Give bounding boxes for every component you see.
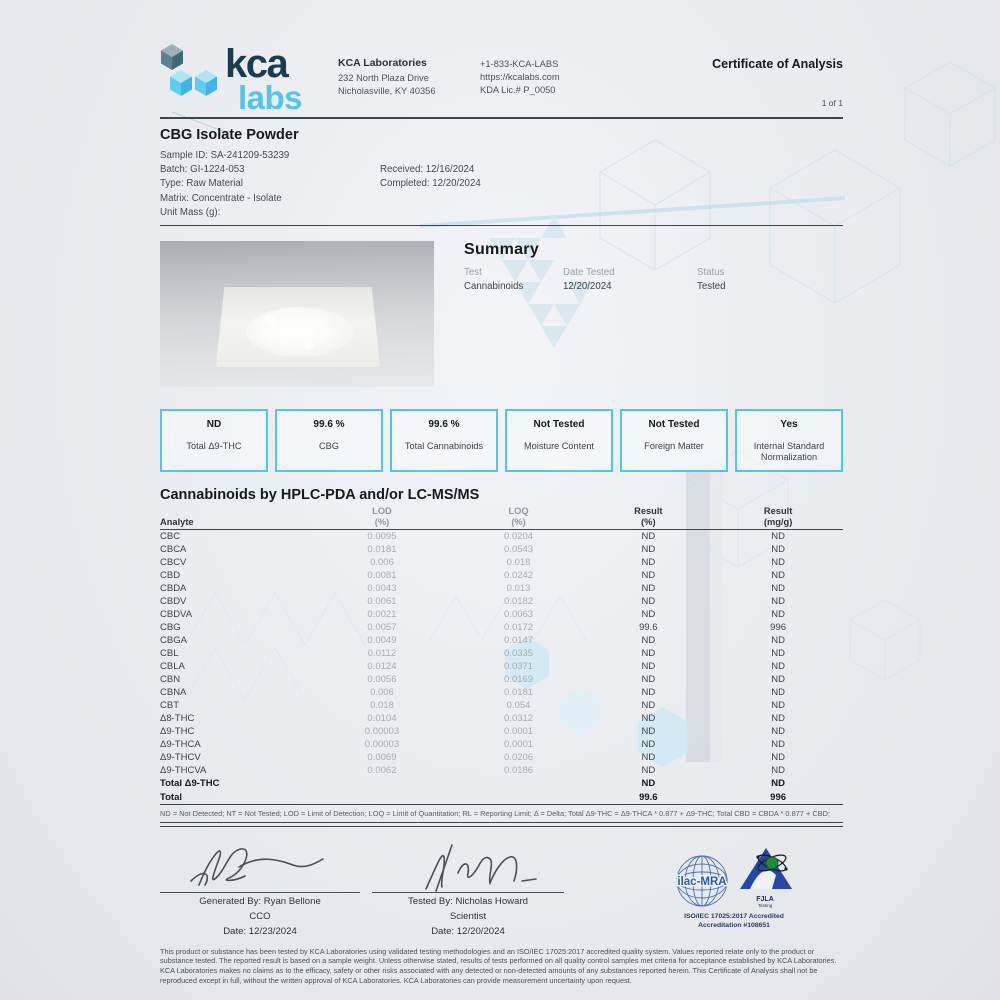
analyte-row — [160, 530, 843, 544]
cell-result-mgg: ND — [771, 531, 785, 543]
cell-result-mgg: ND — [771, 765, 785, 777]
cell-result-pct: ND — [641, 557, 656, 569]
cell-analyte: Δ9-THCA — [160, 739, 201, 751]
cell-result-mgg: 996 — [770, 791, 787, 803]
cell-result-mgg: 996 — [770, 622, 787, 634]
cell-analyte: CBL — [160, 648, 179, 660]
tested-by-name: Tested By: Nicholas Howard — [408, 895, 528, 907]
accreditation-logos — [654, 843, 814, 909]
document-title: Certificate of Analysis — [712, 57, 843, 71]
col-header-line: LOQ — [508, 506, 529, 517]
cell-analyte: CBCA — [160, 544, 187, 556]
result-cards — [160, 409, 843, 472]
cell-result-mgg: ND — [771, 648, 785, 660]
fjla-logo-icon — [736, 843, 794, 891]
header-right — [712, 57, 843, 108]
tested-by-date: Date: 12/20/2024 — [431, 925, 505, 937]
summary-col-status — [697, 266, 726, 293]
cell-loq: 0.0204 — [504, 531, 534, 543]
cell-analyte: CBLA — [160, 661, 185, 673]
col-header-loq — [454, 506, 584, 530]
cell-analyte: Δ9-THC — [160, 726, 195, 738]
cell-result-pct: ND — [641, 765, 656, 777]
certificate-page — [160, 44, 843, 985]
cell-loq: 0.0371 — [504, 661, 534, 673]
media-row — [160, 241, 843, 387]
cell-lod: 0.006 — [370, 557, 394, 569]
col-header-line: Result — [634, 506, 663, 517]
analyte-row — [160, 699, 843, 712]
lab-address-line1: 232 North Plaza Drive — [338, 73, 429, 83]
cell-lod: 0.0021 — [367, 609, 397, 621]
result-card-label: CBG — [319, 441, 339, 452]
cell-loq — [454, 791, 584, 805]
cell-lod: 0.0081 — [367, 570, 397, 582]
cell-loq: 0.0312 — [504, 713, 534, 725]
cell-loq: 0.0169 — [504, 674, 534, 686]
analyte-table — [160, 506, 843, 804]
cell-result-pct: ND — [641, 726, 656, 738]
sample-fields-right — [380, 163, 481, 191]
col-header-line: (%) — [374, 516, 390, 527]
cell-result-mgg: ND — [771, 713, 785, 725]
lab-phone: +1-833-KCA-LABS — [480, 59, 559, 69]
result-card — [390, 409, 498, 472]
col-header-line: LOD — [372, 506, 392, 517]
cell-loq: 0.0335 — [504, 648, 534, 660]
lab-license: KDA Lic.# P_0050 — [480, 85, 556, 95]
result-card — [735, 409, 843, 472]
generated-by-date: Date: 12/23/2024 — [223, 925, 297, 937]
cell-loq — [454, 777, 584, 791]
analyte-row — [160, 543, 843, 556]
cell-result-pct: ND — [641, 739, 656, 751]
cell-result-mgg: ND — [771, 609, 785, 621]
cell-loq: 0.0147 — [504, 635, 534, 647]
analyte-row — [160, 647, 843, 660]
cell-result-mgg: ND — [771, 596, 785, 608]
brand-kca: kca — [225, 42, 288, 86]
cell-lod: 0.0062 — [367, 765, 397, 777]
header — [160, 44, 843, 114]
summary-label: Status — [697, 267, 725, 279]
cell-loq: 0.0182 — [504, 596, 534, 608]
total-row — [160, 777, 843, 791]
cell-loq: 0.0172 — [504, 622, 534, 634]
logo-wordmark — [225, 44, 302, 114]
result-card-value: 99.6 % — [428, 419, 460, 431]
accreditation-number: Accreditation #108651 — [698, 921, 770, 929]
lab-contact-block — [480, 57, 560, 98]
cell-loq: 0.0186 — [504, 765, 534, 777]
accreditation-standard: ISO/IEC 17025:2017 Accredited — [684, 912, 784, 920]
result-card-label: Foreign Matter — [644, 441, 704, 452]
sample-field: Type: Raw Material — [160, 178, 243, 190]
disclaimer-text: This product or substance has been tested by KCA Laboratories using validated testing methodologies and an ISO/IEC 17025:2017 accredited quality system. Values reported relate only to the product or substance tested. The reported result is based on a sample weight. Unless otherwise stated, results of tests performed on all quality control samples met criteria for acceptance established by KCA Laboratories. KCA Laboratories makes no claims as to the efficacy, safety or other risks associated with any detected or non-detected amounts of any substances reported herein. This Certificate of Analysis shall not be reproduced except in full, without the written approval of KCA Laboratories. KCA Laboratories can provide measurement uncertainty upon request. — [160, 946, 837, 985]
cell-analyte: CBGA — [160, 635, 187, 647]
lab-website-link[interactable]: https://kcalabs.com — [480, 72, 560, 82]
summary-panel — [464, 241, 726, 387]
sample-field: Completed: 12/20/2024 — [380, 178, 481, 190]
col-header-line: (%) — [511, 516, 526, 527]
header-divider — [160, 117, 843, 119]
cell-result-pct: 99.6 — [639, 791, 658, 803]
cell-result-pct: ND — [641, 596, 656, 608]
logo-cubes-icon — [160, 44, 220, 106]
analyte-row — [160, 556, 843, 569]
analyte-row — [160, 738, 843, 751]
summary-label: Test — [464, 267, 482, 279]
signature-scribble-icon — [165, 837, 355, 895]
summary-columns — [464, 266, 726, 293]
cell-analyte: CBDVA — [160, 609, 193, 621]
cell-result-mgg: ND — [771, 635, 785, 647]
result-card-value: Not Tested — [533, 419, 585, 431]
summary-col-test — [464, 266, 563, 293]
lab-name: KCA Laboratories — [338, 57, 427, 69]
result-card-value: 99.6 % — [313, 419, 345, 431]
cell-lod — [310, 777, 453, 791]
cell-loq: 0.018 — [506, 557, 531, 569]
sample-info — [160, 149, 843, 220]
result-card-value: Not Tested — [648, 419, 700, 431]
signature-tested-by — [372, 837, 564, 938]
cell-result-pct: ND — [641, 531, 656, 543]
col-header-lod — [310, 506, 453, 530]
result-card — [275, 409, 383, 472]
accreditation-lines — [654, 912, 814, 930]
cell-analyte: Total — [160, 791, 182, 803]
col-header-analyte: Analyte — [160, 517, 194, 528]
cell-analyte: CBDV — [160, 596, 187, 608]
cell-lod: 0.00003 — [364, 726, 400, 738]
result-card-label: Total Δ9-THC — [186, 441, 242, 452]
total-row — [160, 791, 843, 805]
cell-result-mgg: ND — [771, 739, 785, 751]
summary-col-date — [563, 266, 697, 293]
kca-labs-logo — [160, 44, 332, 114]
lab-info — [338, 57, 560, 98]
analyte-row — [160, 660, 843, 673]
analyte-row — [160, 725, 843, 738]
product-title: CBG Isolate Powder — [160, 127, 299, 143]
cell-result-mgg: ND — [771, 726, 785, 738]
lab-address-block — [338, 57, 466, 98]
cell-lod: 0.0124 — [367, 661, 397, 673]
cell-lod: 0.0104 — [367, 713, 397, 725]
signature-scribble-icon — [376, 837, 561, 895]
analyte-row — [160, 764, 843, 777]
cell-lod: 0.0043 — [367, 583, 397, 595]
result-card-value: ND — [206, 419, 222, 431]
cell-result-pct: ND — [641, 713, 656, 725]
analyte-row — [160, 751, 843, 764]
cell-analyte: CBDA — [160, 583, 187, 595]
cell-loq: 0.0543 — [504, 544, 534, 556]
summary-label: Date Tested — [563, 267, 615, 279]
accreditation-block — [654, 837, 814, 930]
isolate-powder — [246, 307, 354, 357]
cell-result-mgg: ND — [771, 570, 785, 582]
summary-value: Tested — [697, 281, 726, 293]
cell-lod: 0.0057 — [367, 622, 397, 634]
result-card — [160, 409, 268, 472]
analyte-row — [160, 686, 843, 699]
cell-result-mgg: ND — [771, 752, 785, 764]
sample-fields-left — [160, 149, 843, 220]
result-card-value: Yes — [780, 419, 798, 431]
generated-by-name: Generated By: Ryan Bellone — [199, 895, 321, 907]
cell-loq: 0.0242 — [504, 570, 534, 582]
col-header-line: Result — [763, 506, 793, 517]
lab-address-line2: Nicholasville, KY 40356 — [338, 86, 436, 96]
result-card-label: Total Cannabinoids — [404, 441, 484, 452]
cell-analyte: CBC — [160, 531, 181, 543]
cell-result-pct: ND — [641, 700, 656, 712]
brand-labs: labs — [238, 79, 303, 116]
cell-result-mgg: ND — [771, 700, 785, 712]
cell-result-pct: ND — [641, 609, 656, 621]
ilac-mra-logo-icon — [674, 853, 730, 909]
sample-photo — [160, 241, 434, 387]
cell-result-pct: ND — [641, 648, 656, 660]
signature-line — [372, 892, 564, 893]
col-header-result-mgg — [713, 506, 843, 530]
col-header-line: (%) — [641, 516, 656, 527]
generated-by-role: CCO — [249, 910, 271, 922]
cell-lod: 0.0049 — [367, 635, 397, 647]
cell-result-mgg: ND — [771, 687, 785, 699]
sample-field: Sample ID: SA-241209-53239 — [160, 150, 290, 161]
summary-value: 12/20/2024 — [563, 281, 612, 293]
table-section-title: Cannabinoids by HPLC-PDA and/or LC-MS/MS — [160, 487, 480, 504]
cell-lod: 0.0056 — [367, 674, 397, 686]
analyte-row — [160, 608, 843, 621]
cell-result-pct: ND — [641, 583, 656, 595]
cell-loq: 0.013 — [506, 583, 531, 595]
cell-result-mgg: ND — [771, 778, 785, 790]
cell-result-pct: ND — [641, 778, 656, 790]
analyte-row — [160, 621, 843, 634]
sample-field: Batch: GI-1224-053 — [160, 164, 245, 176]
cell-analyte: Total Δ9-THC — [160, 778, 220, 790]
cell-lod: 0.00003 — [364, 739, 400, 751]
analyte-row — [160, 569, 843, 582]
cell-analyte: CBT — [160, 700, 179, 712]
cell-loq: 0.0001 — [504, 726, 534, 738]
summary-heading: Summary — [464, 241, 540, 259]
result-card-label: Moisture Content — [524, 441, 594, 452]
signature-line — [160, 892, 360, 893]
fjla-sublabel: Testing — [757, 902, 773, 908]
sample-field: Received: 12/16/2024 — [380, 164, 475, 176]
signature-section — [160, 837, 843, 938]
cell-lod: 0.0061 — [367, 596, 397, 608]
cell-analyte: CBCV — [160, 557, 187, 569]
cell-analyte: Δ9-THCV — [160, 752, 201, 764]
cell-lod — [310, 791, 453, 805]
cell-result-pct: ND — [641, 674, 656, 686]
cell-loq: 0.054 — [506, 700, 531, 712]
fjla-label: FJLA — [756, 895, 774, 903]
cell-result-pct: ND — [641, 661, 656, 673]
table-footnote: ND = Not Detected; NT = Not Tested; LOD = Limit of Detection; LOQ = Limit of Quantitation; RL = Reporting Limit; Δ = Delta; Total Δ9-THC = Δ9-THCA * 0.877 + Δ9-THC; Total CBD = CBDA * 0.877 + CBD; — [160, 808, 830, 818]
cell-analyte: CBNA — [160, 687, 187, 699]
cell-loq: 0.0001 — [504, 739, 534, 751]
cell-result-pct: ND — [641, 570, 656, 582]
analyte-table-wrap — [160, 506, 843, 805]
cell-result-mgg: ND — [771, 674, 785, 686]
analyte-row — [160, 595, 843, 608]
cell-result-mgg: ND — [771, 557, 785, 569]
sample-field: Unit Mass (g): — [160, 206, 221, 218]
analyte-row — [160, 582, 843, 595]
cell-analyte: CBN — [160, 674, 181, 686]
cell-loq: 0.0063 — [504, 609, 534, 621]
cell-result-pct: ND — [641, 752, 656, 764]
fjla-logo-wrap — [736, 843, 794, 909]
result-card-label: Internal Standard Normalization — [753, 441, 825, 463]
cell-lod: 0.0095 — [367, 531, 397, 543]
cell-analyte: CBG — [160, 622, 181, 634]
tested-by-role: Scientist — [449, 910, 487, 922]
sample-divider — [160, 225, 843, 226]
cell-result-mgg: ND — [771, 544, 785, 556]
cell-analyte: Δ9-THCVA — [160, 765, 207, 777]
ilac-mra-text: ilac-MRA — [677, 875, 727, 888]
cell-result-pct: 99.6 — [639, 622, 658, 634]
analyte-row — [160, 712, 843, 725]
analyte-row — [160, 634, 843, 647]
cell-result-pct: ND — [641, 544, 656, 556]
cell-loq: 0.0181 — [504, 687, 534, 699]
cell-analyte: CBD — [160, 570, 181, 582]
cell-result-mgg: ND — [771, 661, 785, 673]
bottom-divider — [160, 822, 843, 827]
cell-lod: 0.018 — [370, 700, 394, 712]
cell-analyte: Δ8-THC — [160, 713, 195, 725]
analyte-row — [160, 673, 843, 686]
cell-result-pct: ND — [641, 687, 656, 699]
cell-result-pct: ND — [641, 635, 656, 647]
col-header-line: (mg/g) — [763, 516, 793, 527]
sample-field: Matrix: Concentrate - Isolate — [160, 192, 282, 204]
col-header-result-pct — [583, 506, 713, 530]
result-card — [505, 409, 613, 472]
result-card — [620, 409, 728, 472]
cell-lod: 0.0112 — [367, 648, 397, 660]
cell-loq: 0.0206 — [504, 752, 534, 764]
page-indicator: 1 of 1 — [821, 98, 843, 108]
summary-value: Cannabinoids — [464, 281, 524, 293]
cell-lod: 0.006 — [370, 687, 394, 699]
cell-result-mgg: ND — [771, 583, 785, 595]
cell-lod: 0.0069 — [367, 752, 397, 764]
signature-generated-by — [160, 837, 360, 938]
cell-lod: 0.0181 — [367, 544, 397, 556]
table-header-row — [160, 506, 843, 530]
